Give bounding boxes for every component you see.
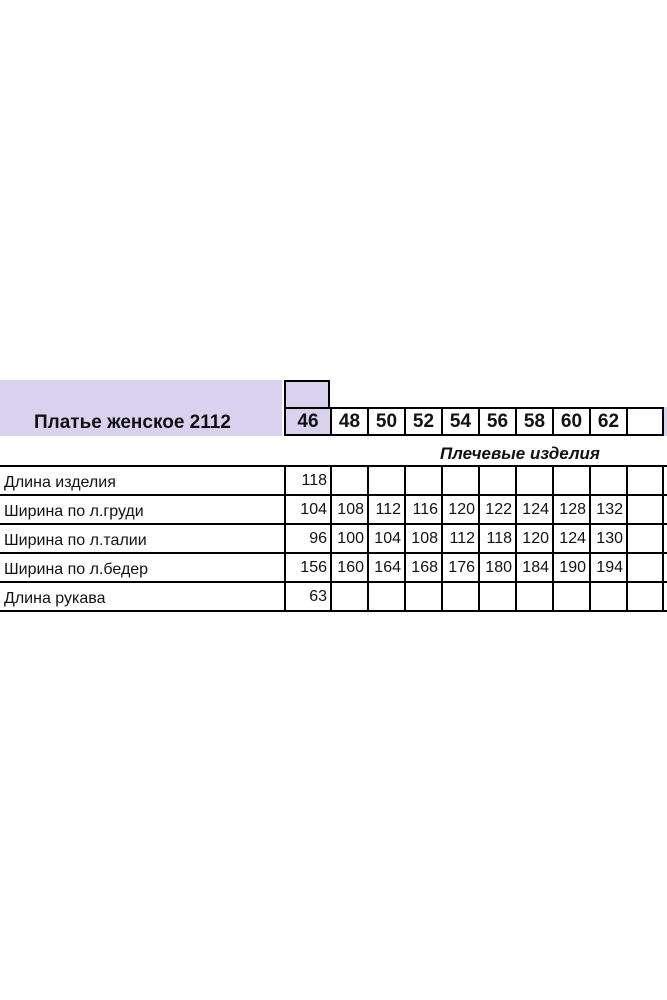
table-cell: 156 [300, 559, 327, 576]
row-label-hips: Ширина по л.бедер [4, 561, 149, 578]
table-cell: 108 [411, 530, 438, 547]
size-header-56: 56 [478, 407, 515, 436]
table-cell: 160 [337, 559, 364, 576]
grid-line [0, 610, 667, 612]
table-cell: 124 [522, 501, 549, 518]
table-cell: 63 [309, 588, 327, 605]
table-cell: 100 [337, 530, 364, 547]
table-cell: 184 [522, 559, 549, 576]
table-cell: 190 [559, 559, 586, 576]
table-cell: 122 [485, 501, 512, 518]
table-cell: 118 [301, 472, 327, 489]
table-cell: 180 [485, 559, 512, 576]
table-cell: 128 [559, 501, 586, 518]
table-cell: 168 [411, 559, 438, 576]
grid-line [626, 465, 628, 612]
table-cell: 112 [449, 530, 475, 547]
table-cell: 120 [522, 530, 549, 547]
table-cell: 104 [300, 501, 327, 518]
size-header-62: 62 [589, 407, 626, 436]
size-header-48: 48 [330, 407, 367, 436]
size-header-54: 54 [441, 407, 478, 436]
product-title: Платье женское 2112 [34, 412, 231, 433]
table-cell: 120 [448, 501, 475, 518]
section-label: Плечевые изделия [440, 444, 600, 463]
size-header-46: 46 [284, 407, 330, 436]
row-label-length: Длина изделия [4, 474, 116, 491]
row-label-sleeve: Длина рукава [4, 590, 106, 607]
size-header-empty [626, 407, 664, 436]
grid-line [0, 465, 667, 467]
table-cell: 118 [486, 530, 512, 547]
table-cell: 116 [412, 501, 438, 518]
table-cell: 96 [309, 530, 327, 547]
table-cell: 124 [559, 530, 586, 547]
table-cell: 164 [374, 559, 401, 576]
table-cell: 108 [337, 501, 364, 518]
table-cell: 194 [596, 559, 623, 576]
row-label-waist: Ширина по л.талии [4, 532, 147, 549]
size-header-60: 60 [552, 407, 589, 436]
size-header-58: 58 [515, 407, 552, 436]
size-header-52: 52 [404, 407, 441, 436]
header-band-46 [284, 380, 330, 407]
grid-line [662, 465, 664, 612]
table-cell: 130 [596, 530, 623, 547]
size-header-50: 50 [367, 407, 404, 436]
table-cell: 112 [375, 501, 401, 518]
table-cell: 132 [596, 501, 623, 518]
table-cell: 104 [374, 530, 401, 547]
row-label-chest: Ширина по л.груди [4, 503, 144, 520]
table-cell: 176 [448, 559, 475, 576]
